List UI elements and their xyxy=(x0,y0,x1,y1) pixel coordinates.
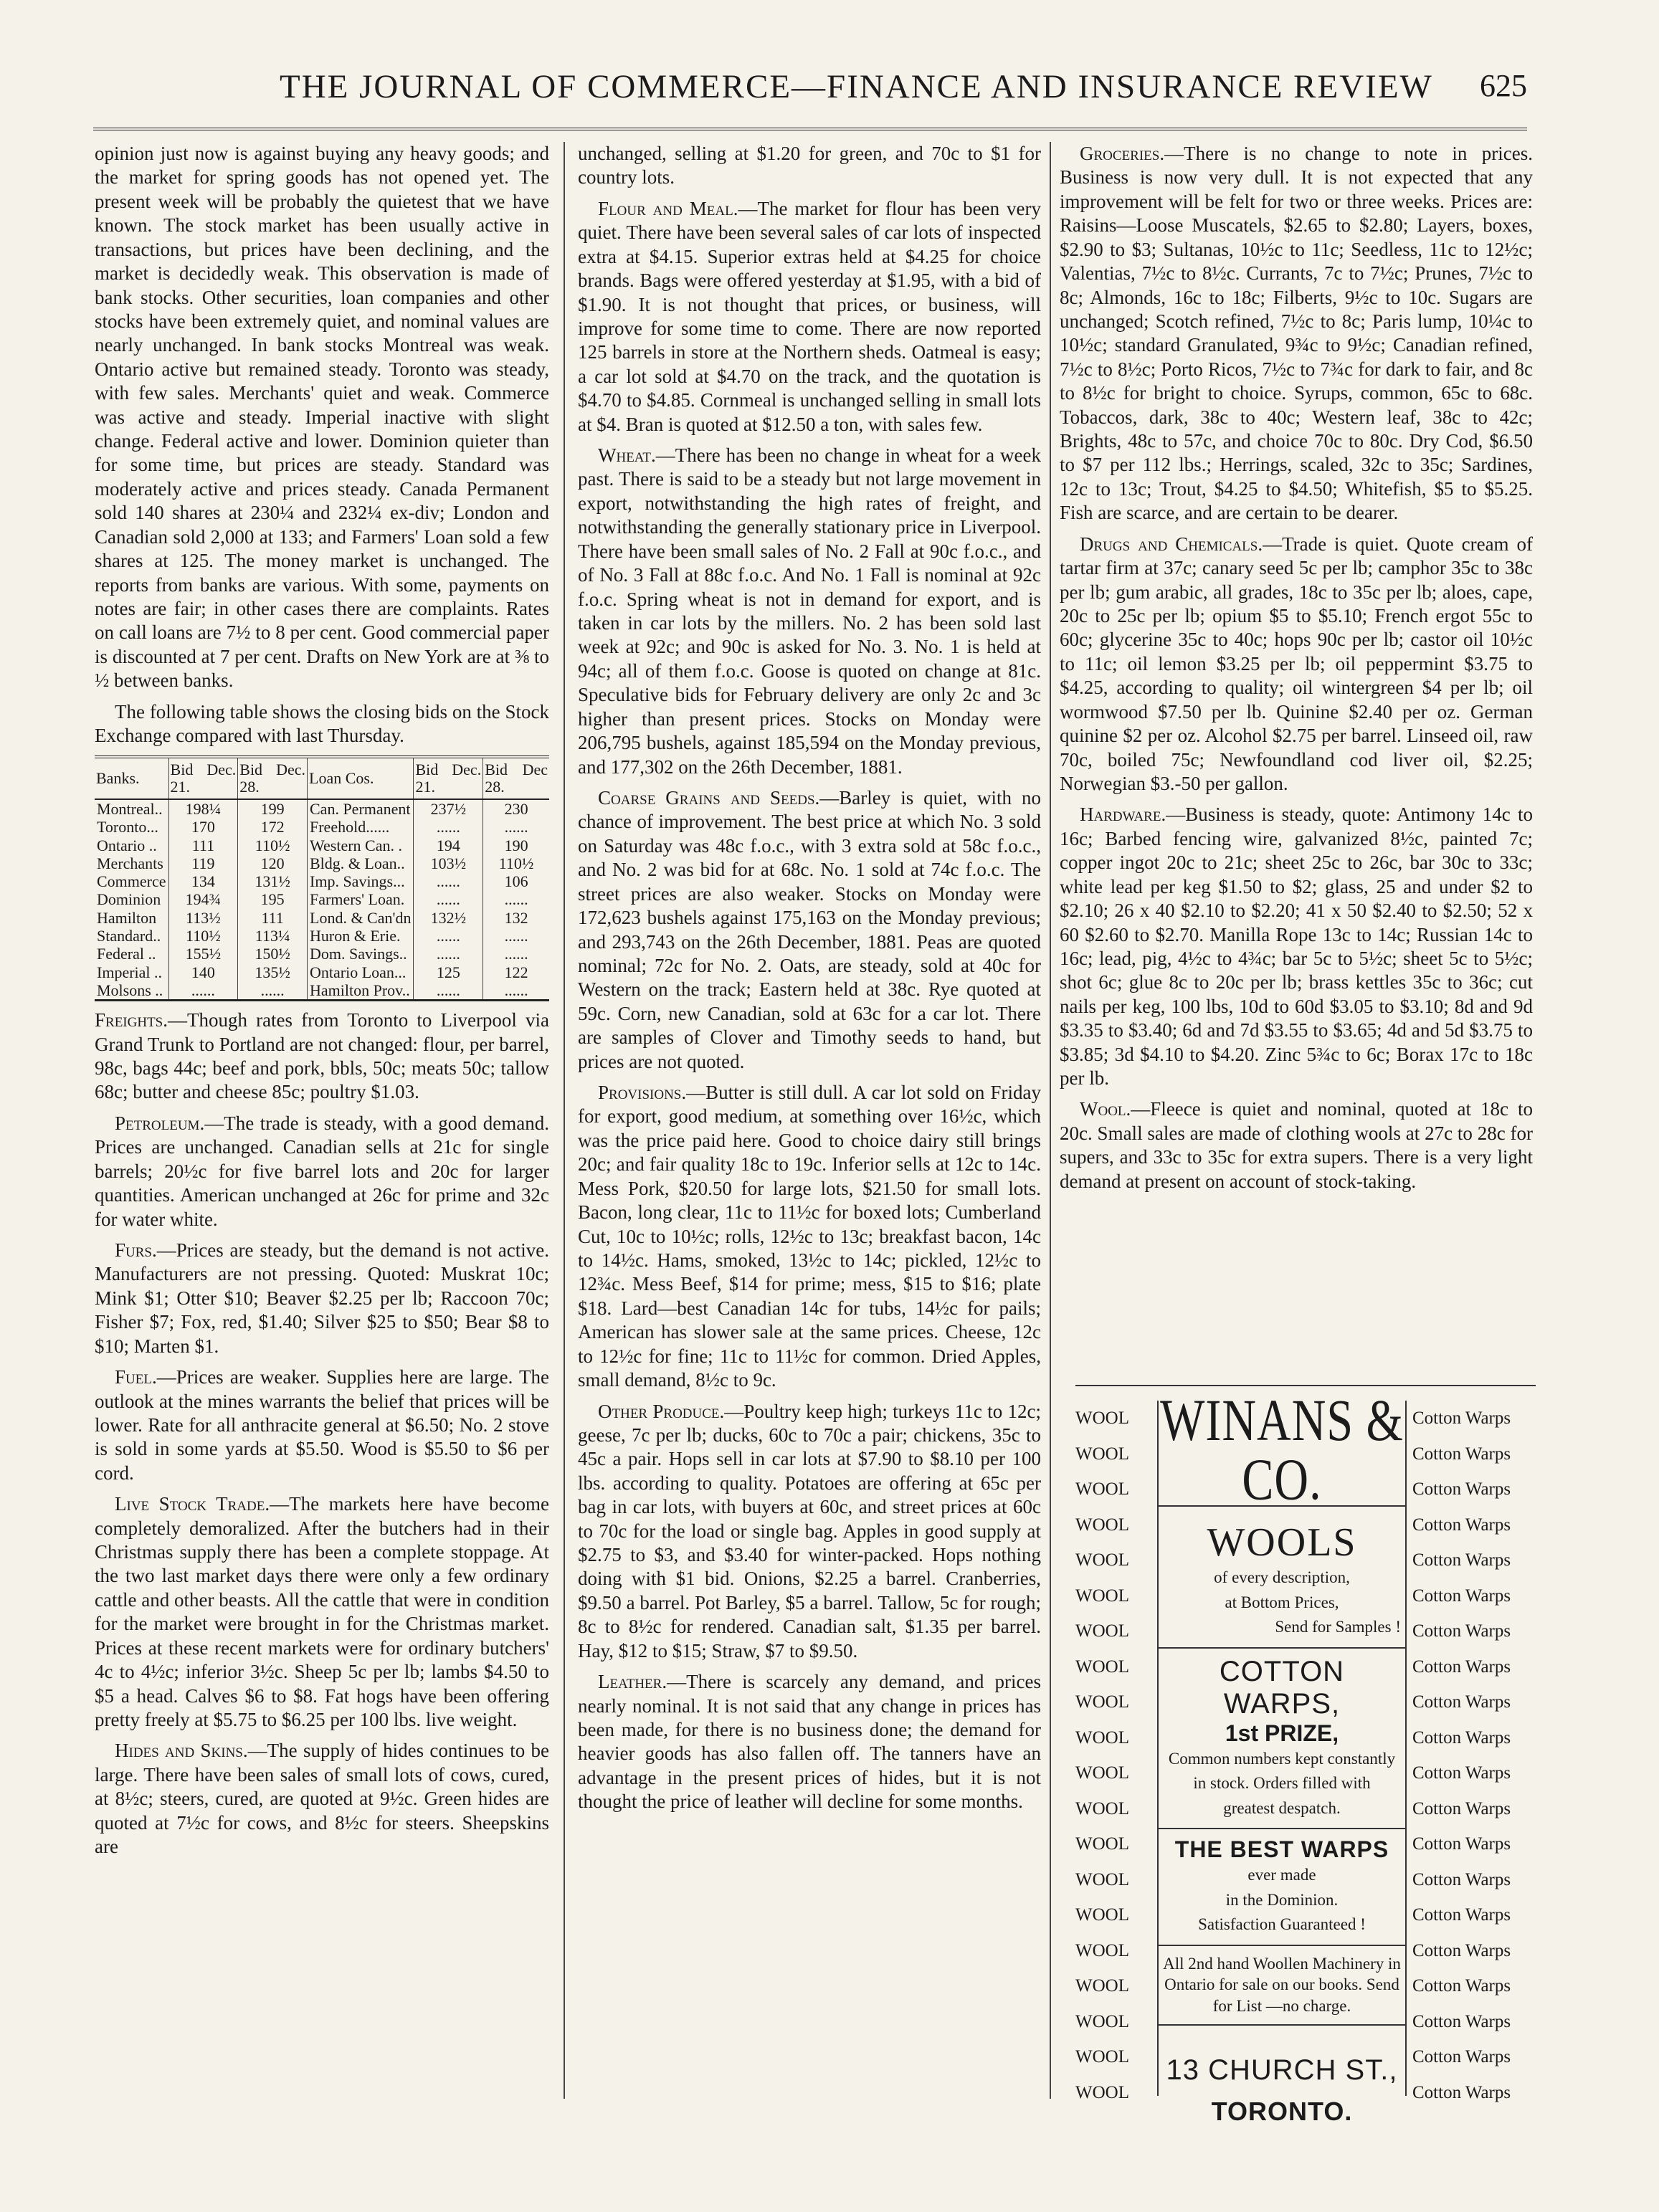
paragraph-other-produce xyxy=(578,1400,1041,1664)
wool-label: WOOL xyxy=(1075,2011,1129,2031)
table-row xyxy=(95,854,549,872)
text-flour: —The market for flour has been very quiet. There have been several sales of car lots of inspected extra at $4.15. Superior extras held at $4.25 for choice brands. Bags were offered yesterday at $1.95, with a bid of $1.90. It is not thought that prices, or business, will improve for some time to come. There are now reported 125 barrels in store at the Northern sheds. Oatmeal is easy; a car lot sold at $4.70 on the track, and the quotation is $4.70 to $4.85. Cornmeal is unchanged selling in small lots at $4. Bran is quoted at $12.50 a ton, with sales few. xyxy=(578,197,1041,435)
table-cell: ...... xyxy=(483,818,549,836)
table-cell: Western Can. . xyxy=(308,836,414,854)
cotton-warps-label: Cotton Warps xyxy=(1412,1869,1511,1889)
wool-label: WOOL xyxy=(1075,1905,1129,1925)
heading-wool: Wool. xyxy=(1080,1098,1131,1120)
heading-other-produce: Other Produce. xyxy=(598,1400,725,1422)
table-row xyxy=(95,818,549,836)
ad-company-name: WINANS & CO. xyxy=(1160,1388,1404,1513)
text-groceries: —There is no change to note in prices. Business is now very dull. It is not expected that any improvement will be felt for two or three weeks. Prices are: Raisins—Loose Muscatels, $2.65 to $2.80; Layers, boxes, $2.90 to $3; Sultanas, 10½c to 11c; Seedless, 11c to 12½c; Valentias, 7½c to 8½c. Currants, 7c to 7½c; Prunes, 7½c to 8c; Almonds, 16c to 18c; Filberts, 9½c to 10c. Sugars are unchanged; Scotch refined, 7½c to 8c; Paris lump, 10¼c to 10½c; standard Granulated, 9¾c to 9½c; Canadian refined, 7½c to 8½c; Porto Ricos, 7½c to 7¾c for dark to fair, and 8c to 8½c for bright to choice. Syrups, common, 65c to 68c. Tobaccos, dark, 38c to 40c; Western leaf, 38c to 42c; Brights, 48c to 57c, and choice 70c to 80c. Dry Cod, $6.50 to $7 per 112 lbs.; Herrings, scaled, 32c to 35c; Sardines, 12c to 13c; Trout, $4.25 to $4.50; Whitefish, $5 to $5.25. Fish are scarce, and are certain to be dearer. xyxy=(1060,143,1533,524)
table-cell: ...... xyxy=(168,981,238,1001)
table-cell: ...... xyxy=(238,981,308,1001)
table-cell: ...... xyxy=(414,981,483,1001)
paragraph-drugs xyxy=(1060,533,1533,796)
heading-leather: Leather. xyxy=(598,1671,667,1693)
ad-line: Send for Samples ! xyxy=(1275,1618,1401,1636)
table-row xyxy=(95,963,549,981)
paragraph-fuel xyxy=(95,1365,549,1485)
text-hides: —The supply of hides continues to be large. There have been sales of small lots of cows, cured, at 8½c; steers, cured, are quoted at 9½c. Green hides are quoted at 7½c for cows, and 8½c for steers. Sheepskins are xyxy=(95,1740,549,1858)
table-row xyxy=(95,927,549,945)
table-cell: 170 xyxy=(168,818,238,836)
cotton-warps-border-column xyxy=(1412,1401,1536,2110)
cotton-warps-label: Cotton Warps xyxy=(1412,1798,1511,1818)
cotton-warps-label: Cotton Warps xyxy=(1412,1586,1511,1606)
ad-best-warps: THE BEST WARPS xyxy=(1174,1836,1389,1862)
winans-advertisement xyxy=(1075,1385,1536,2127)
table-cell: 110½ xyxy=(238,836,308,854)
ad-line: Satisfaction Guaranteed ! xyxy=(1198,1915,1366,1933)
wool-label: WOOL xyxy=(1075,1692,1129,1712)
text-hardware: —Business is steady, quote: Antimony 14c to 16c; Barbed fencing wire, galvanized 8½c, painted 7c; copper ingot 20c to 21c; sheet 25c to 26c, bar 30c to 33c; white lead per keg $1.50 to $2; glass, 25 and under $2 to $2.10; 26 x 40 $2.10 to $2.20; 41 x 50 $2.40 to $2.50; 52 x 60 $2.60 to $2.70. Manilla Rope 13c to 14c; Russian 14c to 16c; lead, pig, 4½c to 4¾c; bar 5c to 5½c; sheet 5c to 5½c; shot 6c; glue 8c to 20c per lb; brass kettles 35c to 36c; cut nails per keg, 100 lbs, 10d to 60d $3.05 to $3.10; 8d and 9d $3.35 to $3.40; 6d and 7d $3.55 to $3.65; 4d and 5d $3.75 to $3.85; 3d $4.10 to $4.20. Zinc 5¾c to 6c; Borax 17c to 18c per lb. xyxy=(1060,804,1533,1090)
table-cell: Can. Permanent xyxy=(308,799,414,818)
cotton-warps-label: Cotton Warps xyxy=(1412,1656,1511,1677)
text-other-produce: —Poultry keep high; turkeys 11c to 12c; geese, 7c per lb; ducks, 60c to 70c a pair; chickens, 35c to 45c a pair. Hops sell in car lots at $7.90 to $8.10 per 100 lbs. according to quality. Potatoes are offering at 65c per bag in car lots, with buyers at 60c, and street prices at 60c to 70c for the load or single bag. Apples in good supply at $2.75 to $3, and $3.40 for winter-packed. Hops nothing doing with $1 bid. Onions, $2.25 a barrel. Cranberries, $9.50 a barrel. Pot Barley, $5 a barrel. Tallow, 5c for rough; 8c to 8½c for rendered. Canadian salt, $1.35 per barrel. Hay, $12 to $15; Straw, $7 to $9.50. xyxy=(578,1400,1041,1662)
table-row xyxy=(95,945,549,963)
ad-center-panel xyxy=(1157,1388,1407,2127)
wool-label: WOOL xyxy=(1075,1656,1129,1677)
table-cell: Montreal.. xyxy=(97,799,163,818)
text-leather: —There is scarcely any demand, and prices nearly nominal. It is not said that any change in prices has been made, for there is no business done; the demand for heavier goods has also fallen off. The tanners have an advantage in the present prices of hides, but it is not thought the price of leather will decline for some months. xyxy=(578,1671,1041,1813)
cotton-warps-label: Cotton Warps xyxy=(1412,2082,1511,2102)
table-cell: 172 xyxy=(238,818,308,836)
table-cell: Commerce xyxy=(97,872,166,891)
paragraph-hides xyxy=(95,1739,549,1859)
cotton-warps-label: Cotton Warps xyxy=(1412,1976,1511,1996)
table-cell: Standard.. xyxy=(97,927,161,945)
paragraph-continuation: unchanged, selling at $1.20 for green, and 70c to $1 for country lots. xyxy=(578,143,1041,189)
heading-fuel: Fuel. xyxy=(115,1366,157,1388)
table-cell: 135½ xyxy=(238,963,308,981)
table-cell: 125 xyxy=(414,963,483,981)
table-cell: Toronto... xyxy=(97,818,158,836)
cotton-warps-label: Cotton Warps xyxy=(1412,1408,1511,1428)
table-cell: Freehold...... xyxy=(308,818,414,836)
paragraph-furs xyxy=(95,1239,549,1358)
table-cell: ...... xyxy=(414,872,483,890)
table-cell: Merchants xyxy=(97,854,163,872)
text-fuel: —Prices are weaker. Supplies here are large. The outlook at the mines warrants the belief that prices will be lower. Rate for all anthracite general at $6.50; No. 2 stove is sold in some yards at $5.50. Wood is $5.50 to $6 per cord. xyxy=(95,1366,549,1484)
table-cell: 199 xyxy=(238,799,308,818)
table-cell: 237½ xyxy=(414,799,483,818)
paragraph-wheat xyxy=(578,444,1041,779)
wool-label: WOOL xyxy=(1075,1940,1129,1960)
header-bid-dec-21: Bid Dec. 21. xyxy=(414,757,483,799)
ad-line: of every description, xyxy=(1214,1568,1350,1586)
heading-coarse-grains: Coarse Grains and Seeds. xyxy=(598,786,820,809)
table-cell: 111 xyxy=(168,836,238,854)
table-cell: ...... xyxy=(414,818,483,836)
table-cell: 132 xyxy=(483,909,549,927)
ad-line: at Bottom Prices, xyxy=(1225,1593,1339,1611)
table-cell: ...... xyxy=(414,890,483,908)
table-cell: 194 xyxy=(414,836,483,854)
paragraph-stock-market: opinion just now is against buying any heavy goods; and the market for spring goods has not opened yet. The present week will be probably the quietest that we have known. The stock market has been usually active in transactions, but prices have been declining, and the market is decidedly weak. This observation is made of bank stocks. Other securities, loan companies and other stocks have been extremely quiet, and nominal values are nearly unchanged. In bank stocks Montreal was weak. Ontario active but remained steady. Toronto was steady, with few sales. Merchants' quiet and weak. Commerce was active and steady. Imperial inactive with slight change. Federal active and lower. Dominion quieter than for some time, but prices are steady. Standard was moderately active and prices steady. Canada Permanent sold 140 shares at 230¼ and 232¼ ex-div; London and Canadian sold 2,000 at 133; and Farmers' Loan sold a few shares at 125. The money market is unchanged. The reports from banks are various. With some, payments on notes are fair; in other cases there are complaints. Rates on call loans are 7½ to 8 per cent. Good commercial paper is discounted at 7 per cent. Drafts on New York are at ⅜ to ½ between banks. xyxy=(95,143,549,692)
text-freights: —Though rates from Toronto to Liverpool via Grand Trunk to Portland are not changed: flour, per barrel, 98c, bags 44c; beef and pork, bbls, 50c; meats 50c; tallow 68c; butter and cheese 85c; poultry $1.03. xyxy=(95,1009,549,1103)
heading-wheat: Wheat. xyxy=(598,444,656,467)
cotton-warps-label: Cotton Warps xyxy=(1412,1515,1511,1535)
text-petroleum: —The trade is steady, with a good demand. Prices are unchanged. Canadian sells at 21c for single barrels; 20½c for five barrel lots and 20c for larger quantities. American unchanged at 26c for prime and 32c for water white. xyxy=(95,1112,549,1230)
table-cell: Imp. Savings... xyxy=(308,872,414,890)
cotton-warps-label: Cotton Warps xyxy=(1412,2047,1511,2066)
cotton-warps-label: Cotton Warps xyxy=(1412,1834,1511,1854)
table-cell: 119 xyxy=(168,854,238,872)
paragraph-leather xyxy=(578,1670,1041,1814)
table-cell: 134 xyxy=(168,872,238,890)
wool-label: WOOL xyxy=(1075,1621,1129,1641)
table-row xyxy=(95,872,549,890)
journal-title: THE JOURNAL OF COMMERCE—FINANCE AND INSURANCE REVIEW xyxy=(280,68,1433,105)
ad-divider xyxy=(1159,2024,1405,2026)
paragraph-groceries xyxy=(1060,142,1533,525)
table-cell: 150½ xyxy=(238,945,308,963)
wool-label: WOOL xyxy=(1075,1550,1129,1570)
table-cell: 103½ xyxy=(414,854,483,872)
table-row xyxy=(95,890,549,908)
text-wheat: —There has been no change in wheat for a week past. There is said to be a steady but not large movement in export, notwithstanding the high rates of freight, and notwithstanding the generally stationary price in Liverpool. There have been small sales of No. 2 Fall at 90c f.o.c., and of No. 3 Fall at 88c f.o.c. And No. 1 Fall is nominal at 92c f.o.c. Spring wheat is not in demand for export, and is taken in car lots by the millers. No. 2 has been sold last week at 92c; and 90c is asked for No. 3. No. 1 is held at 94c; all of them f.o.c. Goose is quoted on change at 81c. Speculative bids for February delivery are only 2c and 3c higher than present prices. Stocks on Monday were 206,795 bushels, against 185,594 on the Monday previous, and 177,302 on the 26th December, 1881. xyxy=(578,444,1041,778)
text-livestock: —The markets here have become completely demoralized. After the butchers had in their Christmas supply there has been a complete stoppage. At the two last market days there were only a few ordinary cattle and other beasts. All the cattle that were in condition for the market were brought in for the Christmas market. Prices at these recent markets were for ordinary butchers' 4c to 4½c; inferior 3½c. Sheep 5c per lb; lambs $4.50 to $5 a head. Calves $6 to $8. Fat hogs have been offering pretty freely at $5.75 to $6.25 per 100 lbs. live weight. xyxy=(95,1493,549,1730)
table-cell: ...... xyxy=(483,890,549,908)
ad-city: TORONTO. xyxy=(1211,2097,1353,2127)
table-cell: Dominion xyxy=(97,890,161,909)
header-bid-dec-21: Bid Dec. 21. xyxy=(168,757,238,799)
table-header-row xyxy=(95,757,549,799)
table-row xyxy=(95,836,549,854)
paragraph-flour xyxy=(578,197,1041,437)
paragraph-freights xyxy=(95,1009,549,1105)
table-cell: 155½ xyxy=(168,945,238,963)
table-cell: Dom. Savings.. xyxy=(308,945,414,963)
ad-line: All 2nd hand Woollen Machinery in Ontario for sale on our books. Send for List —no charge. xyxy=(1163,1954,1401,2016)
table-cell: Ontario .. xyxy=(97,836,157,854)
stock-table xyxy=(95,755,549,1002)
table-cell: 113¼ xyxy=(238,927,308,945)
table-cell: Bldg. & Loan.. xyxy=(308,854,414,872)
column-divider xyxy=(1050,142,1051,2099)
cotton-warps-label: Cotton Warps xyxy=(1412,2011,1511,2031)
heading-flour: Flour and Meal. xyxy=(598,197,738,219)
cotton-warps-label: Cotton Warps xyxy=(1412,1479,1511,1499)
table-cell: Hamilton xyxy=(97,908,157,927)
cotton-warps-label: Cotton Warps xyxy=(1412,1727,1511,1748)
table-cell: 194¾ xyxy=(168,890,238,908)
heading-hardware: Hardware. xyxy=(1080,804,1166,826)
cotton-warps-label: Cotton Warps xyxy=(1412,1550,1511,1570)
wool-label: WOOL xyxy=(1075,1479,1129,1499)
table-cell: Huron & Erie. xyxy=(308,927,414,945)
header-loan-cos: Loan Cos. xyxy=(308,757,414,799)
wool-label: WOOL xyxy=(1075,2047,1129,2066)
table-cell: 110½ xyxy=(483,854,549,872)
ad-divider xyxy=(1159,1828,1405,1829)
table-cell: Farmers' Loan. xyxy=(308,890,414,908)
wool-label: WOOL xyxy=(1075,1444,1129,1464)
paragraph-livestock xyxy=(95,1492,549,1732)
table-cell: 111 xyxy=(238,909,308,927)
ad-wools-heading: WOOLS xyxy=(1207,1520,1357,1565)
paragraph-table-intro: The following table shows the closing bids on the Stock Exchange compared with last Thursday. xyxy=(95,700,549,747)
text-wool: —Fleece is quiet and nominal, quoted at 18c to 20c. Small sales are made of clothing wools at 27c to 28c for supers, and 33c to 35c for extra supers. There is a very light demand at present on account of stock-taking. xyxy=(1060,1098,1533,1192)
wool-label: WOOL xyxy=(1075,1763,1129,1783)
wool-label: WOOL xyxy=(1075,1515,1129,1535)
table-cell: Lond. & Can'dn xyxy=(308,909,414,927)
heading-freights: Freights. xyxy=(95,1009,168,1031)
table-cell: 132½ xyxy=(414,909,483,927)
table-cell: 140 xyxy=(168,963,238,981)
cotton-warps-label: Cotton Warps xyxy=(1412,1905,1511,1925)
paragraph-petroleum xyxy=(95,1112,549,1231)
column-divider xyxy=(564,142,565,2099)
table-cell: ...... xyxy=(414,945,483,963)
heading-provisions: Provisions. xyxy=(598,1082,687,1104)
wool-label: WOOL xyxy=(1075,1834,1129,1854)
table-cell: ...... xyxy=(483,945,549,963)
cotton-warps-label: Cotton Warps xyxy=(1412,1940,1511,1960)
table-cell: 131½ xyxy=(238,872,308,890)
heading-furs: Furs. xyxy=(115,1239,157,1261)
column-1 xyxy=(95,142,549,1867)
text-provisions: —Butter is still dull. A car lot sold on Friday for export, good medium, at something over 16½c, which was the price paid here. Good to choice dairy still brings 20c; and fair quality 18c to 19c. Inferior sells at 12c to 14c. Mess Pork, $20.50 for large lots, $21.50 for small lots. Bacon, long clear, 11c to 11½c for boxed lots; Cumberland Cut, 10c to 10½c; rolls, 12½c to 13c; breakfast bacon, 14c to 14½c. Hams, smoked, 13½c to 14c; pickled, 12½c to 12¾c. Mess Beef, $14 for prime; mess, $15 to $16; plate $18. Lard—best Canadian 14c for tubs, 14½c for pails; American has slower sale at the same prices. Cheese, 12c to 12½c for fine; 11c to 11½c for common. Dried Apples, small demand, 8½c to 9c. xyxy=(578,1082,1041,1391)
table-row xyxy=(95,799,549,818)
table-cell: 190 xyxy=(483,836,549,854)
ad-line: ever made xyxy=(1247,1866,1316,1884)
wool-label: WOOL xyxy=(1075,2082,1129,2102)
table-row xyxy=(95,981,549,1001)
table-row xyxy=(95,909,549,927)
ad-address: 13 CHURCH ST., xyxy=(1166,2054,1398,2087)
ad-line: in the Dominion. xyxy=(1225,1890,1339,1909)
wool-label: WOOL xyxy=(1075,1798,1129,1818)
heading-drugs: Drugs and Chemicals. xyxy=(1080,533,1263,555)
table-cell: Imperial .. xyxy=(97,963,163,981)
paragraph-provisions xyxy=(578,1081,1041,1392)
table-cell: 120 xyxy=(238,854,308,872)
cotton-warps-label: Cotton Warps xyxy=(1412,1692,1511,1712)
heading-livestock: Live Stock Trade. xyxy=(115,1493,270,1515)
table-cell: 122 xyxy=(483,963,549,981)
heading-groceries: Groceries. xyxy=(1080,143,1165,164)
ad-divider xyxy=(1159,1647,1405,1649)
table-cell: Molsons .. xyxy=(97,981,163,999)
cotton-warps-label: Cotton Warps xyxy=(1412,1763,1511,1783)
wool-border-column xyxy=(1075,1401,1151,2110)
wool-label: WOOL xyxy=(1075,1976,1129,1996)
page-header xyxy=(93,63,1527,135)
ad-divider xyxy=(1159,1945,1405,1946)
header-bid-dec-28: Bid Dec 28. xyxy=(483,757,549,799)
table-cell: 195 xyxy=(238,890,308,908)
table-cell: 110½ xyxy=(168,927,238,945)
text-drugs: —Trade is quiet. Quote cream of tartar firm at 37c; canary seed 5c per lb; camphor 35c to 38c per lb; gum arabic, all grades, 18c to 35c per lb; aloes, cape, 20c to 25c per lb; opium $5 to $5.10; French ergot 55c to 60c; glycerine 35c to 40c; hops 90c per lb; castor oil 10½c to 11c; oil lemon $3.25 per lb; oil peppermint $3.75 to $4.25, according to quality; oil wintergreen $4 per lb; oil wormwood $7.50 per lb. Quinine $2.40 per oz. German quinine $2 per oz. Alcohol $2.75 per barrel. Linseed oil, raw 70c, boiled 75c; Newfoundland cod liver oil, $2.25; Norwegian $3.-50 per gallon. xyxy=(1060,533,1533,794)
table-cell: ...... xyxy=(414,927,483,945)
table-cell: 106 xyxy=(483,872,549,890)
table-cell: 113½ xyxy=(168,909,238,927)
cotton-warps-label: Cotton Warps xyxy=(1412,1621,1511,1641)
table-cell: Federal .. xyxy=(97,945,156,963)
table-cell: 198¼ xyxy=(168,799,238,818)
wool-label: WOOL xyxy=(1075,1869,1129,1889)
paragraph-wool xyxy=(1060,1097,1533,1193)
table-cell: 230 xyxy=(483,799,549,818)
cotton-warps-label: Cotton Warps xyxy=(1412,1444,1511,1464)
ad-cotton-warps-heading: COTTON WARPS, xyxy=(1219,1655,1345,1720)
column-2 xyxy=(578,142,1041,1821)
paragraph-coarse-grains xyxy=(578,786,1041,1074)
heading-petroleum: Petroleum. xyxy=(115,1112,205,1134)
ad-line: Common numbers kept constantly in stock. Orders filled with greatest despatch. xyxy=(1168,1749,1396,1817)
wool-label: WOOL xyxy=(1075,1408,1129,1428)
column-3 xyxy=(1060,142,1533,1201)
text-coarse-grains: —Barley is quiet, with no chance of improvement. The best price at which No. 3 sold on Saturday was 48c f.o.c., with 3 extra sold at 58c f.o.c., and No. 2 was bid for at 68c. No. 1 sold at 74c f.o.c. The street prices are also weaker. Stocks on Monday were 172,623 bushels against 175,163 on the Monday previous; and 293,743 on the 26th December, 1881. Peas are quoted nominal; 72c for No. 2. Oats, are steady, sold at 40c for Western on the track; Eastern held at 38c. Rye quoted at 59c. Corn, new Canadian, sold at 63c for a car lot. There are samples of Clover and Timothy seeds to hand, but prices are not quoted. xyxy=(578,786,1042,1072)
heading-hides: Hides and Skins. xyxy=(115,1740,248,1762)
table-cell: ...... xyxy=(483,927,549,945)
table-cell: ...... xyxy=(483,981,549,1001)
wool-label: WOOL xyxy=(1075,1727,1129,1748)
wool-label: WOOL xyxy=(1075,1586,1129,1606)
ad-prize: 1st PRIZE, xyxy=(1225,1720,1339,1746)
header-bid-dec-28: Bid Dec. 28. xyxy=(238,757,308,799)
paragraph-hardware xyxy=(1060,803,1533,1090)
table-cell: Hamilton Prov.. xyxy=(308,981,414,1001)
text-furs: —Prices are steady, but the demand is not active. Manufacturers are not pressing. Quoted: Muskrat 10c; Mink $1; Otter $10; Beaver $2.25 per lb; Raccoon 70c; Fisher $7; Fox, red, $1.40; Silver $25 to $50; Bear $8 to $10; Marten $1. xyxy=(95,1239,549,1357)
header-banks: Banks. xyxy=(95,757,168,799)
page-number: 625 xyxy=(1480,68,1527,103)
header-rule xyxy=(93,128,1527,130)
table-cell: Ontario Loan... xyxy=(308,963,414,981)
